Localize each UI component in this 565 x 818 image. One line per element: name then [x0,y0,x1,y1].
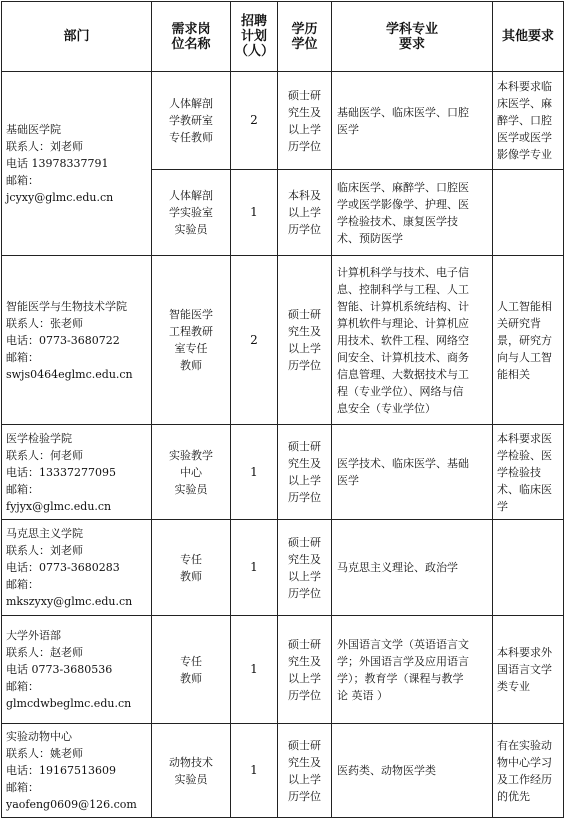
dept-cell: 医学检验学院 联系人：何老师 电话：13337277095 邮箱： fyjyx@glmc.edu.cn [2,425,152,520]
dept-cell: 实验动物中心 联系人：姚老师 电话：19167513609 邮箱： yaofeng0609@126.com [2,724,152,818]
other-cell [493,520,564,616]
degree-cell: 硕士研 究生及 以上学 历学位 [278,256,332,425]
degree-cell: 硕士研 究生及 以上学 历学位 [278,616,332,724]
header-degree: 学历 学位 [278,2,332,72]
other-cell [493,170,564,256]
count-cell: 2 [231,256,278,425]
dept-cell: 基础医学院 联系人：刘老师 电话 13978337791 邮箱： jcyxy@glmc.edu.cn [2,72,152,256]
count-cell: 1 [231,616,278,724]
header-count: 招聘 计划 （人） [231,2,278,72]
table-row [2,616,564,724]
other-cell: 人工智能相 关研究背 景，研究方 向与人工智 能相关 [493,256,564,425]
count-cell: 1 [231,724,278,818]
major-cell: 医学技术、临床医学、基础 医学 [332,425,493,520]
other-cell: 本科要求医 学检验、医 学检验技 术、临床医 学 [493,425,564,520]
position-cell: 动物技术 实验员 [152,724,231,818]
degree-cell: 硕士研 究生及 以上学 历学位 [278,724,332,818]
other-cell: 有在实验动 物中心学习 及工作经历 的优先 [493,724,564,818]
dept-cell: 大学外语部 联系人：赵老师 电话 0773-3680536 邮箱： glmcdwbeglmc.edu.cn [2,616,152,724]
position-cell: 专任 教师 [152,616,231,724]
table-row [2,425,564,520]
count-cell: 1 [231,520,278,616]
dept-cell: 智能医学与生物技术学院 联系人：张老师 电话：0773-3680722 邮箱： swjs0464eglmc.edu.cn [2,256,152,425]
major-cell: 医药类、动物医学类 [332,724,493,818]
count-cell: 1 [231,425,278,520]
position-cell: 专任 教师 [152,520,231,616]
other-cell: 本科要求临 床医学、麻 醉学、口腔 医学或医学 影像学专业 [493,72,564,170]
position-cell: 人体解剖 学实验室 实验员 [152,170,231,256]
table-row [2,72,564,170]
major-cell: 临床医学、麻醉学、口腔医 学或医学影像学、护理、医 学检验技术、康复医学技 术、预防医学 [332,170,493,256]
table-row [2,520,564,616]
position-cell: 智能医学 工程教研 室专任 教师 [152,256,231,425]
table-row [2,256,564,425]
major-cell: 外国语言文学（英语语言文 学；外国语言学及应用语言 学）；教育学（课程与教学 论 英语 ） [332,616,493,724]
degree-cell: 本科及 以上学 历学位 [278,170,332,256]
header-position: 需求岗 位名称 [152,2,231,72]
major-cell: 计算机科学与技术、电子信 息、控制科学与工程、人工 智能、计算机系统结构、计 算机软件与理论、计算机应 用技术、软件工程、网络空 间安全、计算机技术、商务 信息管理、大数据技术与工 程（专业学位）、网络与信 息安全（专业学位） [332,256,493,425]
degree-cell: 硕士研 究生及 以上学 历学位 [278,425,332,520]
degree-cell: 硕士研 究生及 以上学 历学位 [278,72,332,170]
major-cell: 马克思主义理论、政治学 [332,520,493,616]
degree-cell: 硕士研 究生及 以上学 历学位 [278,520,332,616]
position-cell: 人体解剖 学教研室 专任教师 [152,72,231,170]
header-row [2,2,564,72]
major-cell: 基础医学、临床医学、口腔 医学 [332,72,493,170]
recruitment-table [1,1,564,818]
position-cell: 实验教学 中心 实验员 [152,425,231,520]
other-cell: 本科要求外 国语言文学 类专业 [493,616,564,724]
dept-cell: 马克思主义学院 联系人：刘老师 电话：0773-3680283 邮箱： mkszyxy@glmc.edu.cn [2,520,152,616]
count-cell: 2 [231,72,278,170]
header-major: 学科专业 要求 [332,2,493,72]
count-cell: 1 [231,170,278,256]
header-dept: 部门 [2,2,152,72]
table-row [2,724,564,818]
header-other: 其他要求 [493,2,564,72]
